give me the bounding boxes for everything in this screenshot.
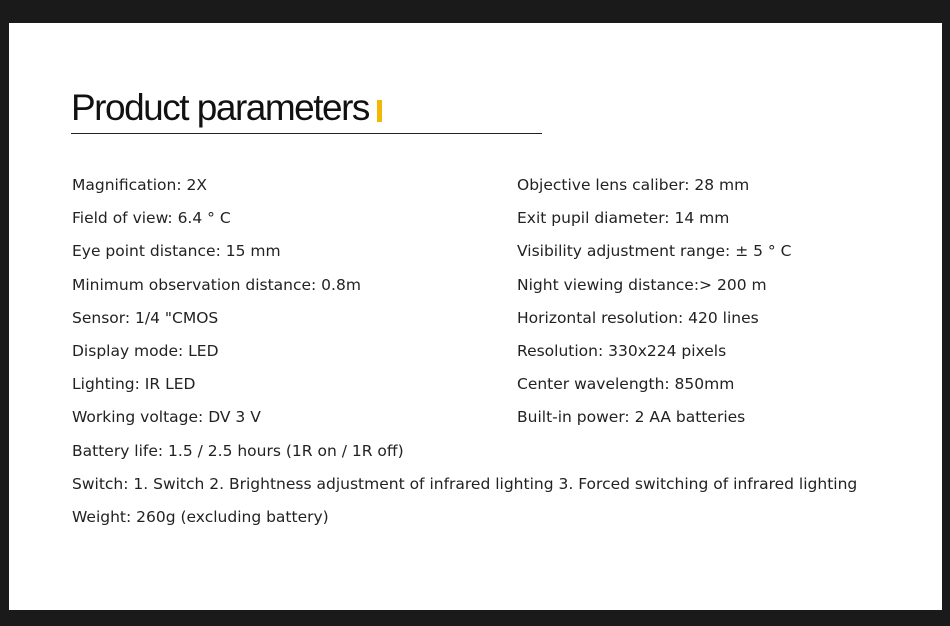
spec-item-visibility-adjustment: Visibility adjustment range: ± 5 ° C: [517, 242, 792, 261]
spec-item-horizontal-resolution: Horizontal resolution: 420 lines: [517, 308, 759, 327]
title-section: [71, 85, 542, 134]
spec-row: [72, 202, 857, 235]
spec-list: [72, 169, 857, 534]
spec-item-display-mode: Display mode: LED: [72, 341, 219, 360]
spec-row: [72, 169, 857, 202]
spec-item-exit-pupil-diameter: Exit pupil diameter: 14 mm: [517, 209, 730, 228]
spec-row: [72, 368, 857, 401]
title-accent-bar: [377, 100, 382, 122]
spec-item-battery-life: Battery life: 1.5 / 2.5 hours (1R on / 1R off): [72, 441, 404, 460]
spec-item-objective-lens-caliber: Objective lens caliber: 28 mm: [517, 176, 750, 194]
spec-row: [72, 235, 857, 268]
spec-item-night-viewing-distance: Night viewing distance:> 200 m: [517, 275, 767, 294]
page-title-text: Product parameters: [71, 87, 369, 128]
spec-item-lighting: Lighting: IR LED: [72, 375, 196, 394]
spec-item-eye-point-distance: Eye point distance: 15 mm: [72, 242, 281, 261]
spec-item-switch: Switch: 1. Switch 2. Brightness adjustment of infrared lighting 3. Forced switching of infrared lighting: [72, 474, 858, 493]
spec-row: [72, 335, 857, 368]
page-title: [71, 87, 382, 129]
spec-row: [72, 302, 857, 335]
spec-item-built-in-power: Built-in power: 2 AA batteries: [517, 408, 746, 427]
spec-row: [72, 269, 857, 302]
spec-item-resolution: Resolution: 330x224 pixels: [517, 341, 727, 360]
spec-row: [72, 501, 857, 534]
spec-item-magnification: Magnification: 2X: [72, 176, 207, 194]
spec-item-field-of-view: Field of view: 6.4 ° C: [72, 209, 231, 228]
spec-item-working-voltage: Working voltage: DV 3 V: [72, 408, 261, 427]
spec-row: [72, 468, 857, 501]
spec-row: [72, 401, 857, 434]
spec-row: [72, 435, 857, 468]
spec-item-minimum-observation-distance: Minimum observation distance: 0.8m: [72, 275, 361, 294]
spec-sheet-panel: [9, 23, 942, 610]
spec-item-center-wavelength: Center wavelength: 850mm: [517, 375, 735, 394]
spec-item-sensor: Sensor: 1/4 "CMOS: [72, 308, 219, 327]
spec-item-weight: Weight: 260g (excluding battery): [72, 507, 329, 526]
